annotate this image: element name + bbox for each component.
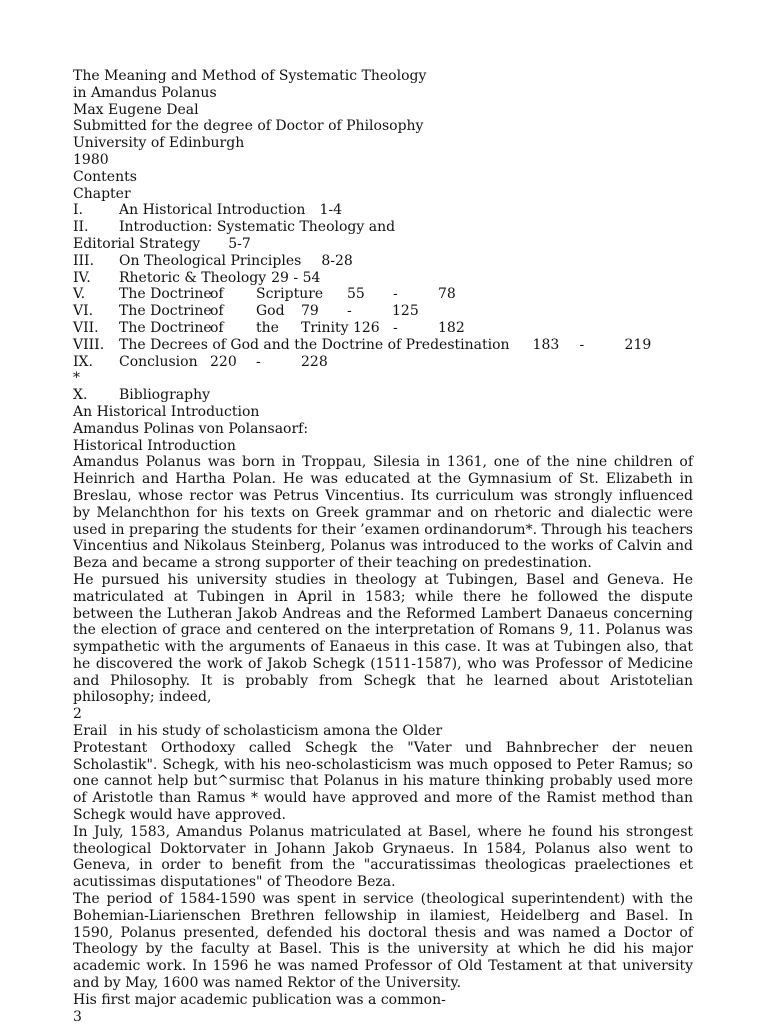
toc-asterisk: * xyxy=(73,370,80,387)
toc-word: The Doctrine xyxy=(119,303,212,320)
toc-number: I. xyxy=(73,202,83,219)
toc-page-end: 219 xyxy=(624,336,652,353)
chapter-label: Chapter xyxy=(73,185,131,202)
degree-statement: Submitted for the degree of Doctor of Philosophy xyxy=(73,118,424,135)
toc-title: Rhetoric & Theology xyxy=(119,269,267,286)
section-subheading: Amandus Polinas von Polansaorf: xyxy=(73,420,309,437)
body-paragraph-1: Amandus Polanus was born in Troppau, Silesia in 1361, one of the nine children of Heinrich and Hartha Polan. He was educated at the Gymnasium of St. Elizabeth in Breslau, whose rector was Petrus Vincentius. Its curriculum was strongly influenced by Melanchthon for his texts on Greek grammar and on rhetoric and dialectic were used in preparing the students for their ’examen ordinandorum*. Through his teachers Vincentius and Nikolaus Steinberg, Polanus was introduced to the works of Calvin and Beza and became a strong supporter of their teaching on predestination. xyxy=(73,454,693,572)
toc-number: V. xyxy=(73,286,86,303)
toc-entry-1 xyxy=(73,202,693,219)
title-line-1: The Meaning and Method of Systematic Theology xyxy=(73,68,427,84)
toc-word: of xyxy=(210,319,224,336)
university-name: University of Edinburgh xyxy=(73,135,245,152)
section-heading: An Historical Introduction xyxy=(73,403,260,420)
toc-entry-5 xyxy=(73,286,693,303)
toc-entry-10 xyxy=(73,387,693,404)
toc-word: Scripture xyxy=(256,286,324,303)
erail-word: Erail xyxy=(73,723,108,740)
toc-page-start: 220 xyxy=(210,353,237,370)
section-subheading-2: Historical Introduction xyxy=(73,437,236,454)
toc-dash: - xyxy=(579,336,585,353)
toc-dash: - xyxy=(393,319,398,336)
toc-title: Conclusion xyxy=(119,353,198,370)
toc-entry-2-cont xyxy=(73,236,693,253)
toc-number: X. xyxy=(73,387,88,404)
toc-word: God xyxy=(256,303,285,320)
page-number-3: 3 xyxy=(73,1008,82,1025)
toc-number: II. xyxy=(73,219,89,236)
toc-title: An Historical Introduction xyxy=(119,202,306,219)
title-line-2: in Amandus Polanus xyxy=(73,84,217,101)
toc-page-end: 125 xyxy=(392,303,419,320)
toc-page-end: 78 xyxy=(438,286,456,303)
body-paragraph-5: The period of 1584-1590 was spent in service (theological superintendent) with the Bohemian-Liarienschen Brethren fellowship in ilamiest, Heidelberg and Basel. In 1590, Polanus presented, defended his doctoral thesis and was named a Doctor of Theology by the faculty at Basel. This is the university at which he did his major academic work. In 1596 he was named Professor of Old Testament at that university and by May, 1600 was named Rektor of the University. xyxy=(73,891,693,992)
toc-number: IX. xyxy=(73,353,93,370)
toc-page-end: 182 xyxy=(438,319,465,336)
toc-word: the xyxy=(256,319,279,336)
toc-pages: 8-28 xyxy=(321,252,353,269)
erail-text: in his study of scholasticism amona the Older xyxy=(119,723,443,740)
toc-number: VIII. xyxy=(73,336,105,353)
toc-title: Introduction: Systematic Theology and xyxy=(119,219,396,236)
toc-number: III. xyxy=(73,252,95,269)
toc-title-continued: Editorial Strategy xyxy=(73,235,201,252)
toc-word: of xyxy=(210,286,224,303)
toc-entry-9 xyxy=(73,354,693,371)
toc-entry-3 xyxy=(73,253,693,270)
author-name: Max Eugene Deal xyxy=(73,101,199,118)
toc-title: On Theological Principles xyxy=(119,252,302,269)
toc-entry-6 xyxy=(73,303,693,320)
toc-word: The Doctrine xyxy=(119,286,212,303)
toc-page-start: 55 xyxy=(347,286,365,303)
toc-title: Bibliography xyxy=(119,387,210,404)
toc-title: The Decrees of God and the Doctrine of Predestination xyxy=(119,336,510,353)
toc-pages: 29 - 54 xyxy=(271,269,321,286)
toc-entry-4 xyxy=(73,270,693,287)
toc-dash: - xyxy=(347,303,352,320)
toc-word: of xyxy=(210,303,224,320)
year: 1980 xyxy=(73,151,109,168)
body-paragraph-3: Protestant Orthodoxy called Schegk the "Vater und Bahnbrecher der neuen Scholastik". Schegk, with his neo-scholasticism was much opposed to Peter Ramus; so one cannot help but^surmisc that Polanus in his mature thinking probably used more of Aristotle than Ramus * would have approved and more of the Ramist method than Schegk would have approved. xyxy=(73,739,693,824)
toc-word: Trinity 126 xyxy=(301,319,380,336)
toc-entry-2 xyxy=(73,219,693,236)
body-paragraph-6: His first major academic publication was a common- xyxy=(73,991,446,1008)
body-paragraph-4: In July, 1583, Amandus Polanus matriculated at Basel, where he found his strongest theological Doktorvater in Johann Jakob Grynaeus. In 1584, Polanus also went to Geneva, in order to benefit from the "accuratissimas theologicas praelectiones et acutissimas disputationes" of Theodore Beza. xyxy=(73,823,693,891)
toc-number: VII. xyxy=(73,319,99,336)
toc-page-end: 228 xyxy=(301,353,328,370)
toc-word: The Doctrine xyxy=(119,319,212,336)
toc-page-start: 79 xyxy=(301,303,319,320)
page-number-2: 2 xyxy=(73,706,82,723)
toc-page-start: 183 xyxy=(532,336,560,353)
toc-dash: - xyxy=(256,353,261,370)
toc-dash: - xyxy=(393,286,398,303)
document-page xyxy=(73,68,693,1025)
toc-entry-8 xyxy=(73,337,693,354)
toc-number: IV. xyxy=(73,269,91,286)
toc-pages: 1-4 xyxy=(319,202,342,219)
toc-number: VI. xyxy=(73,303,94,320)
body-paragraph-2: He pursued his university studies in theology at Tubingen, Basel and Geneva. He matriculated at Tubingen in April in 1583; while there he followed the dispute between the Lutheran Jakob Andreas and the Reformed Lambert Danaeus concerning the election of grace and centered on the interpretation of Romans 9, 11. Polanus was sympathetic with the arguments of Eanaeus in this case. It was at Tubingen also, that he discovered the work of Jakob Schegk (1511-1587), who was Professor of Medicine and Philosophy. It is probably from Schegk that he learned about Aristotelian philosophy; indeed, xyxy=(73,571,693,706)
contents-heading: Contents xyxy=(73,168,137,185)
toc-entry-7 xyxy=(73,320,693,337)
toc-pages: 5-7 xyxy=(228,235,251,252)
erail-line xyxy=(73,723,693,740)
